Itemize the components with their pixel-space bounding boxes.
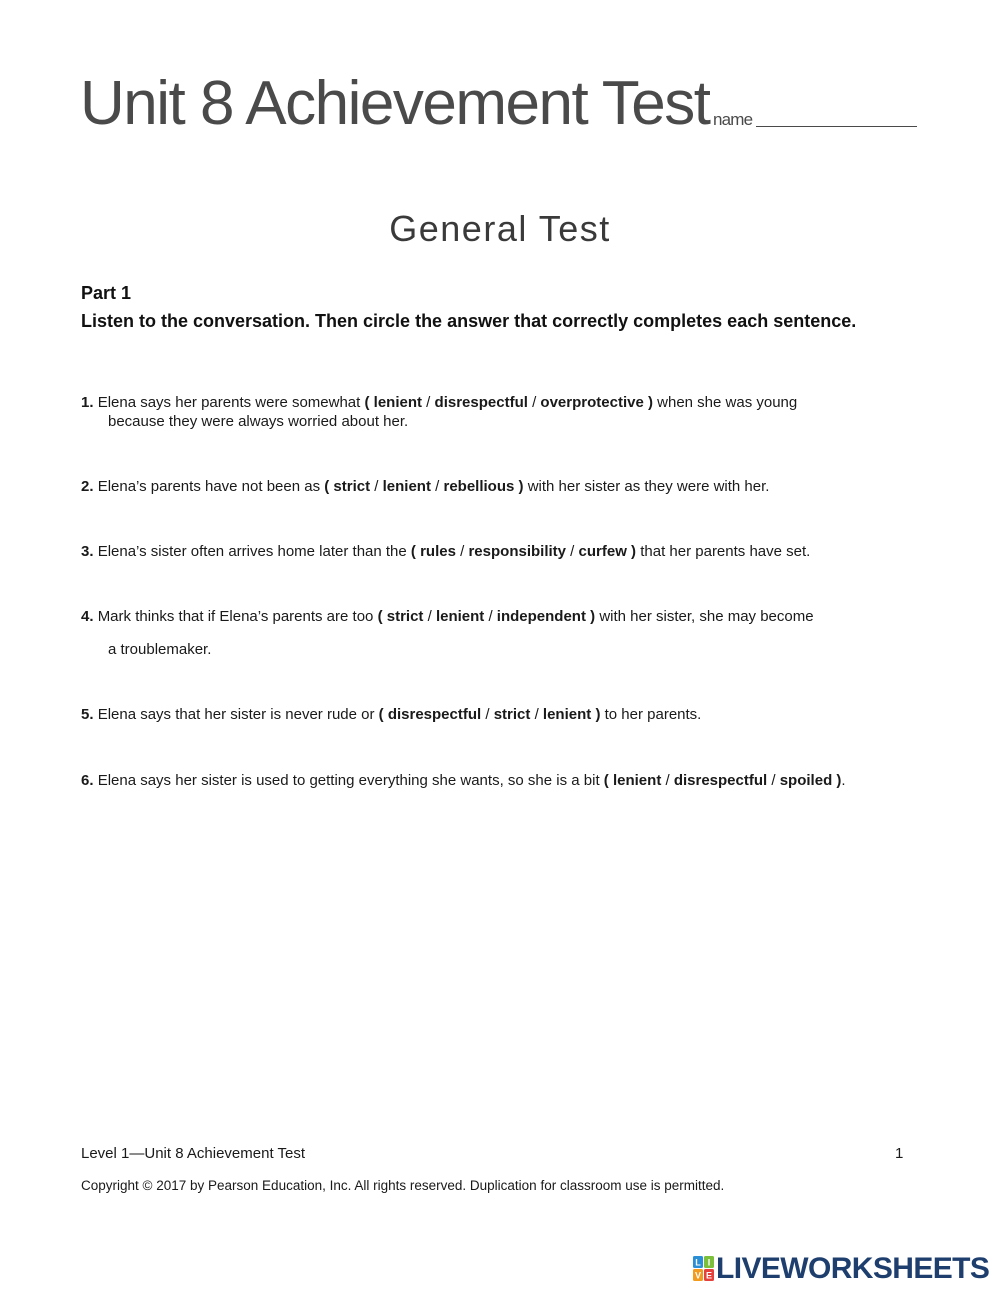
brand-name: LIVEWORKSHEETS bbox=[716, 1252, 990, 1285]
question-text-after: with her sister, she may become bbox=[599, 608, 814, 625]
footer-page-number: 1 bbox=[895, 1145, 904, 1162]
question-text-after: with her sister as they were with her. bbox=[527, 478, 770, 495]
name-label: name bbox=[713, 110, 753, 129]
option-1[interactable]: lenient bbox=[612, 772, 662, 789]
option-1[interactable]: disrespectful bbox=[387, 706, 482, 723]
option-1[interactable]: lenient bbox=[373, 394, 423, 411]
question-text-after: . bbox=[841, 772, 846, 789]
question-text: Mark thinks that if Elena’s parents are too bbox=[97, 608, 374, 625]
question-6: 6. Elena says her sister is used to getting everything she wants, so she is a bit ( lenient / disrespectful / spoiled ). bbox=[81, 772, 846, 789]
logo-letter: L bbox=[695, 1257, 701, 1268]
question-text: Elena says her parents were somewhat bbox=[97, 394, 361, 411]
option-3[interactable]: curfew bbox=[578, 543, 627, 560]
question-text-after: to her parents. bbox=[604, 706, 702, 723]
option-2[interactable]: disrespectful bbox=[673, 772, 768, 789]
option-3[interactable]: lenient bbox=[542, 706, 592, 723]
question-4: 4. Mark thinks that if Elena’s parents are too ( strict / lenient / independent ) with her sister, she may become a troublemaker. bbox=[81, 600, 931, 666]
question-number: 6. bbox=[81, 772, 94, 789]
logo-letter: I bbox=[707, 1257, 711, 1268]
option-2[interactable]: lenient bbox=[382, 478, 431, 495]
question-text-after: when she was young bbox=[657, 394, 798, 411]
option-3[interactable]: independent bbox=[496, 608, 586, 625]
option-3[interactable]: spoiled bbox=[779, 772, 833, 789]
option-3[interactable]: overprotective bbox=[540, 394, 644, 411]
question-number: 3. bbox=[81, 543, 94, 560]
question-text: Elena says her sister is used to getting everything she wants, so she is a bit bbox=[97, 772, 600, 789]
option-2[interactable]: responsibility bbox=[468, 543, 566, 560]
option-3[interactable]: rebellious bbox=[443, 478, 515, 495]
instructions: Listen to the conversation. Then circle the answer that correctly completes each sentence. bbox=[81, 311, 857, 331]
option-1[interactable]: strict bbox=[333, 478, 371, 495]
copyright-notice: Copyright © 2017 by Pearson Education, Inc. All rights reserved. Duplication for classroom use is permitted. bbox=[81, 1178, 725, 1193]
option-1[interactable]: strict bbox=[386, 608, 424, 625]
question-number: 1. bbox=[81, 394, 94, 411]
question-number: 4. bbox=[81, 608, 94, 625]
question-text: Elena says that her sister is never rude or bbox=[97, 706, 375, 723]
subtitle: General Test bbox=[389, 208, 611, 249]
question-text: Elena’s parents have not been as bbox=[97, 478, 321, 495]
question-number: 2. bbox=[81, 478, 94, 495]
part-heading: Part 1 bbox=[81, 283, 132, 303]
question-5: 5. Elena says that her sister is never rude or ( disrespectful / strict / lenient ) to her parents. bbox=[81, 706, 702, 723]
question-text-after: that her parents have set. bbox=[640, 543, 811, 560]
question-number: 5. bbox=[81, 706, 94, 723]
option-2[interactable]: strict bbox=[493, 706, 531, 723]
test-title: Unit 8 Achievement Test bbox=[80, 69, 710, 138]
question-1: 1. Elena says her parents were somewhat ( lenient / disrespectful / overprotective ) when she was young because they were always worried about her. bbox=[81, 393, 931, 431]
question-3: 3. Elena’s sister often arrives home later than the ( rules / responsibility / curfew ) that her parents have set. bbox=[81, 543, 811, 560]
logo-letter: E bbox=[705, 1270, 713, 1281]
question-text: Elena’s sister often arrives home later than the bbox=[97, 543, 407, 560]
option-2[interactable]: disrespectful bbox=[434, 394, 528, 411]
question-2: 2. Elena’s parents have not been as ( strict / lenient / rebellious ) with her sister as they were with her. bbox=[81, 478, 770, 495]
option-1[interactable]: rules bbox=[420, 543, 456, 560]
liveworksheets-logo-icon bbox=[693, 1256, 715, 1282]
liveworksheets-brand[interactable] bbox=[693, 1253, 989, 1285]
logo-letter: V bbox=[694, 1270, 702, 1281]
question-continuation: because they were always worried about her. bbox=[108, 413, 409, 430]
question-continuation: a troublemaker. bbox=[108, 641, 212, 658]
footer-test-label: Level 1—Unit 8 Achievement Test bbox=[81, 1145, 306, 1162]
option-2[interactable]: lenient bbox=[435, 608, 485, 625]
name-line bbox=[756, 126, 917, 127]
